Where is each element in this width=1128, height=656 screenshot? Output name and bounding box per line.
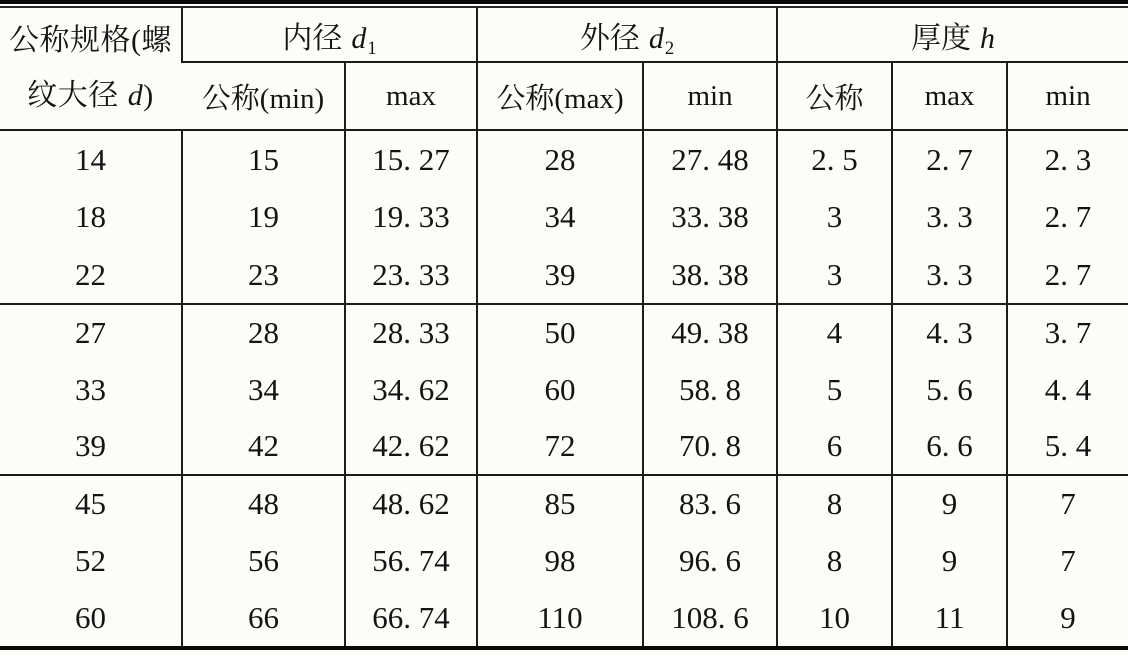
table-row [0, 304, 1128, 361]
table-cell: 34 [477, 188, 643, 246]
table-cell: 52 [75, 542, 106, 578]
table-cell: 66. 74 [345, 589, 477, 646]
table-cell: 2. 5 [777, 130, 892, 188]
header-nominal-spec [0, 8, 182, 130]
table-cell: 23. 33 [345, 246, 477, 304]
table-cell: 15 [182, 130, 345, 188]
table-cell: 11 [892, 589, 1007, 646]
table-cell: 19 [182, 188, 345, 246]
subheader-thickness-min: min [1007, 62, 1128, 130]
table-cell: 14 [75, 141, 106, 177]
table-cell: 28 [477, 130, 643, 188]
header-nominal-spec-paren: ) [143, 78, 154, 112]
table-cell: 4. 4 [1007, 361, 1128, 418]
table-cell: 3 [777, 188, 892, 246]
table-cell: 5. 6 [892, 361, 1007, 418]
table-cell: 39 [75, 428, 106, 463]
table-cell: 108. 6 [643, 589, 777, 646]
table-cell: 38. 38 [643, 246, 777, 304]
table-cell: 28 [182, 304, 345, 361]
table-cell: 9 [892, 475, 1007, 532]
table-cell: 5 [777, 361, 892, 418]
table-cell: 23 [182, 246, 345, 304]
table-cell: 3. 3 [892, 246, 1007, 304]
washer-spec-table [0, 8, 1128, 646]
table-cell: 6 [777, 418, 892, 475]
table-cell: 48 [182, 475, 345, 532]
table-cell: 34. 62 [345, 361, 477, 418]
table-cell: 28. 33 [345, 304, 477, 361]
table-cell: 7 [1007, 532, 1128, 589]
table-body [0, 130, 1128, 646]
table-bottom-thick-rule [0, 646, 1128, 650]
table-cell: 110 [477, 589, 643, 646]
table-cell: 5. 4 [1007, 418, 1128, 475]
table-cell: 9 [1007, 589, 1128, 646]
table-cell: 70. 8 [643, 418, 777, 475]
subheader-inner-nominal-min: 公称(min) [182, 62, 345, 130]
table-cell: 45 [0, 475, 182, 532]
subheader-thickness-nominal: 公称 [777, 62, 892, 130]
subheader-outer-min: min [643, 62, 777, 130]
subheader-outer-nominal-max: 公称(max) [477, 62, 643, 130]
table-cell: 2. 7 [1007, 246, 1128, 304]
table-cell: 83. 6 [643, 475, 777, 532]
table-cell: 34 [182, 361, 345, 418]
table-cell: 33 [75, 371, 106, 407]
variable-d2: d [648, 21, 664, 55]
table-cell: 3. 7 [1007, 304, 1128, 361]
table-row [0, 589, 1128, 646]
table-cell: 8 [777, 532, 892, 589]
table-cell: 60 [75, 599, 106, 635]
thickness-label: 厚度 [911, 21, 972, 55]
table-cell: 49. 38 [643, 304, 777, 361]
table-row [0, 246, 1128, 304]
table-row [0, 188, 1128, 246]
subheader-thickness-max: max [892, 62, 1007, 130]
table-cell: 2. 7 [892, 130, 1007, 188]
table-cell: 56 [182, 532, 345, 589]
table-cell: 4. 3 [892, 304, 1007, 361]
table-cell: 48. 62 [345, 475, 477, 532]
table-cell: 3 [777, 246, 892, 304]
table-row [0, 418, 1128, 475]
table-cell: 3. 3 [892, 188, 1007, 246]
table-cell: 19. 33 [345, 188, 477, 246]
outer-diameter-label: 外径 [579, 21, 640, 55]
variable-d: d [127, 78, 144, 112]
table-cell: 50 [477, 304, 643, 361]
table-cell: 27 [0, 304, 182, 361]
table-cell: 66 [182, 589, 345, 646]
table-cell: 8 [777, 475, 892, 532]
variable-d1-subscript: 1 [367, 38, 377, 59]
header-nominal-spec-line1: 公称规格(螺 [9, 23, 172, 57]
header-inner-diameter [182, 8, 477, 62]
table-cell: 4 [777, 304, 892, 361]
table-cell: 22 [75, 256, 106, 292]
table-cell: 33. 38 [643, 188, 777, 246]
table-cell: 85 [477, 475, 643, 532]
group-header-row [0, 8, 1128, 62]
table-row [0, 475, 1128, 532]
table-cell: 27. 48 [643, 130, 777, 188]
header-nominal-spec-line2: 纹大径 [27, 78, 119, 112]
table-cell: 2. 7 [1007, 188, 1128, 246]
table-cell: 18 [75, 199, 106, 234]
table-row [0, 361, 1128, 418]
table-cell: 9 [892, 532, 1007, 589]
variable-d1: d [351, 21, 367, 55]
table-cell: 7 [1007, 475, 1128, 532]
table-cell: 42. 62 [345, 418, 477, 475]
table-cell: 39 [477, 246, 643, 304]
table-cell: 2. 3 [1007, 130, 1128, 188]
table-cell: 10 [777, 589, 892, 646]
table-cell: 58. 8 [643, 361, 777, 418]
table-cell: 98 [477, 532, 643, 589]
table-cell: 6. 6 [892, 418, 1007, 475]
subheader-inner-max: max [345, 62, 477, 130]
table-header [0, 8, 1128, 130]
table-cell: 56. 74 [345, 532, 477, 589]
header-outer-diameter [477, 8, 777, 62]
table-cell: 60 [477, 361, 643, 418]
header-thickness [777, 8, 1128, 62]
table-row [0, 532, 1128, 589]
table-cell: 96. 6 [643, 532, 777, 589]
table-cell: 15. 27 [345, 130, 477, 188]
inner-diameter-label: 内径 [282, 21, 343, 55]
variable-h: h [980, 21, 996, 55]
variable-d2-subscript: 2 [664, 38, 675, 59]
table-row [0, 130, 1128, 188]
table-cell: 42 [182, 418, 345, 475]
table-cell: 72 [477, 418, 643, 475]
